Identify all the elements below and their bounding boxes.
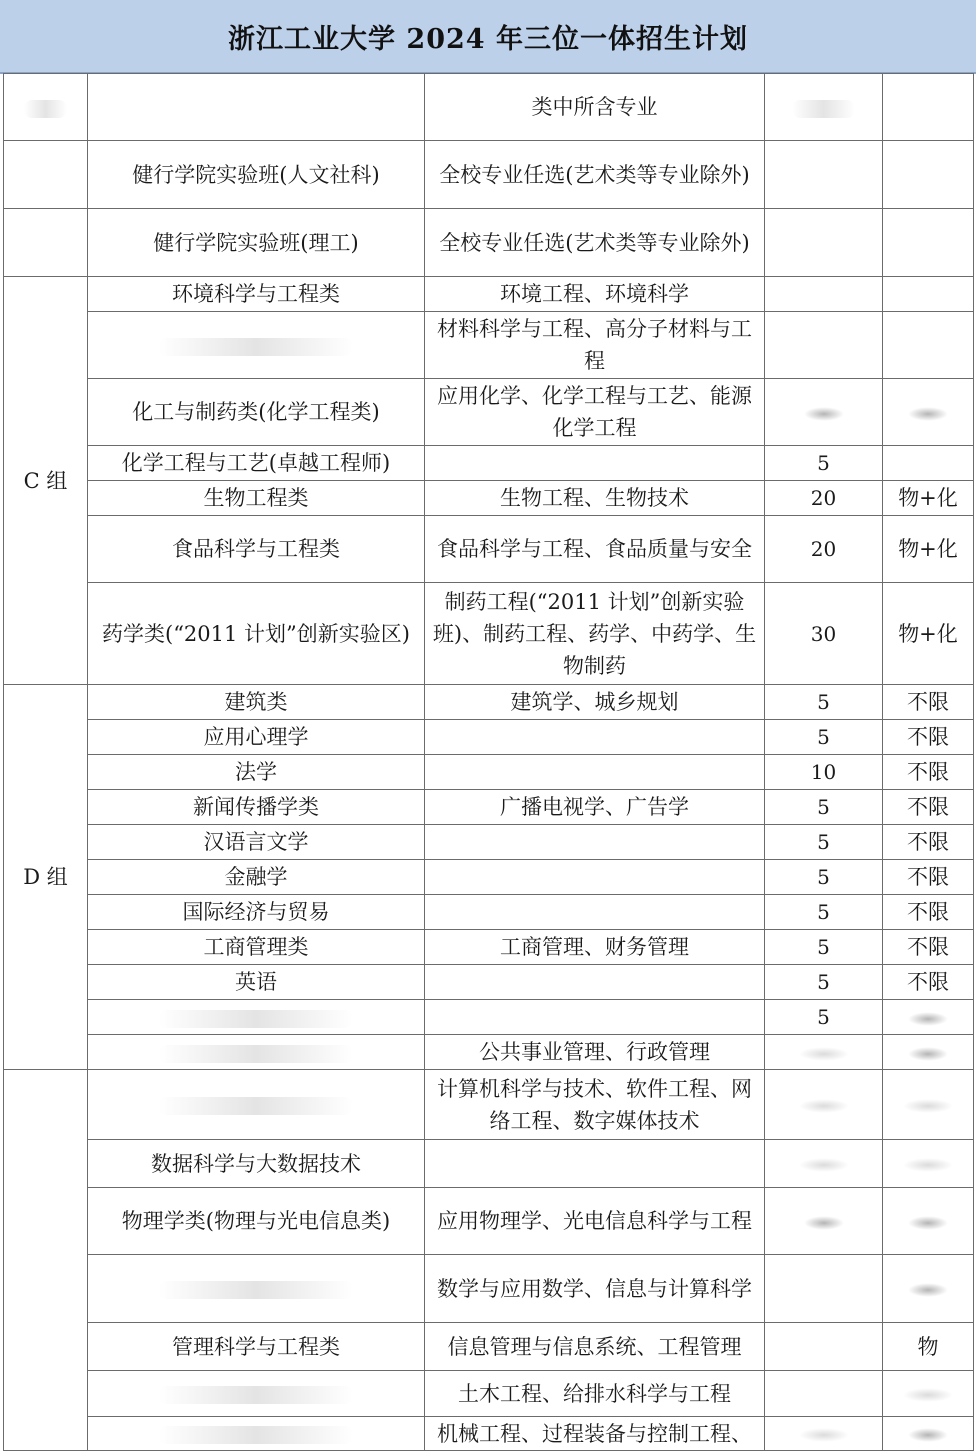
majors-cell bbox=[425, 1255, 765, 1323]
majors-cell bbox=[425, 1070, 765, 1140]
program-name-cell-text: 应用心理学 bbox=[203, 725, 309, 749]
table-row bbox=[4, 583, 974, 685]
requirement-cell bbox=[883, 895, 974, 930]
group-label: D 组 bbox=[23, 865, 68, 889]
count-cell-text: 5 bbox=[817, 1005, 830, 1029]
count-cell-text: 20 bbox=[810, 486, 837, 510]
table-row bbox=[4, 965, 974, 1000]
table-row bbox=[4, 1255, 974, 1323]
program-name-cell bbox=[88, 209, 425, 277]
count-cell bbox=[765, 312, 883, 379]
program-name-cell bbox=[88, 446, 425, 481]
requirement-cell-text: 不限 bbox=[907, 760, 949, 784]
requirement-cell-text: 不限 bbox=[907, 970, 949, 994]
redacted-mark bbox=[804, 407, 844, 421]
program-name-cell-text: 健行学院实验班(理工) bbox=[153, 230, 359, 255]
requirement-cell bbox=[883, 277, 974, 312]
majors-cell bbox=[425, 446, 765, 481]
count-cell bbox=[765, 860, 883, 895]
redacted-mark bbox=[804, 1216, 844, 1230]
header-majors-cell-text: 类中所含专业 bbox=[531, 95, 658, 119]
program-name-cell bbox=[88, 930, 425, 965]
program-name-cell bbox=[88, 1035, 425, 1070]
redacted-mark bbox=[799, 1428, 849, 1442]
redacted-mark bbox=[908, 1047, 948, 1061]
requirement-cell bbox=[883, 516, 974, 583]
requirement-cell bbox=[883, 720, 974, 755]
header-group-cell bbox=[4, 74, 88, 141]
count-cell-text: 30 bbox=[810, 621, 837, 646]
requirement-cell bbox=[883, 1070, 974, 1140]
program-name-cell-text: 管理科学与工程类 bbox=[172, 1334, 340, 1359]
program-name-cell-text: 化学工程与工艺(卓越工程师) bbox=[121, 451, 391, 475]
majors-cell bbox=[425, 516, 765, 583]
redacted-mark bbox=[159, 1097, 353, 1115]
requirement-cell-text: 不限 bbox=[907, 865, 949, 889]
program-name-cell-text: 国际经济与贸易 bbox=[182, 900, 330, 924]
count-cell-text: 5 bbox=[817, 935, 830, 959]
program-name-cell bbox=[88, 516, 425, 583]
requirement-cell bbox=[883, 583, 974, 685]
program-name-cell-text: 工商管理类 bbox=[203, 935, 309, 959]
redacted-mark bbox=[908, 1428, 948, 1442]
header-name-cell bbox=[88, 74, 425, 141]
program-name-cell-text: 英语 bbox=[235, 970, 277, 994]
program-name-cell bbox=[88, 312, 425, 379]
table-row bbox=[4, 825, 974, 860]
redacted-mark bbox=[903, 1099, 953, 1113]
majors-cell bbox=[425, 825, 765, 860]
count-cell bbox=[765, 141, 883, 209]
count-cell bbox=[765, 1188, 883, 1255]
table-row bbox=[4, 516, 974, 583]
program-name-cell bbox=[88, 825, 425, 860]
majors-cell bbox=[425, 1371, 765, 1417]
majors-cell-text: 全校专业任选(艺术类等专业除外) bbox=[439, 230, 750, 255]
table-row bbox=[4, 141, 974, 209]
majors-cell-text: 广播电视学、广告学 bbox=[500, 795, 689, 819]
program-name-cell-text: 物理学类(物理与光电信息类) bbox=[121, 1209, 391, 1233]
program-name-cell bbox=[88, 860, 425, 895]
count-cell bbox=[765, 1035, 883, 1070]
group-label-cell bbox=[4, 685, 88, 1070]
majors-cell bbox=[425, 312, 765, 379]
majors-cell bbox=[425, 141, 765, 209]
requirement-cell-text: 物+化 bbox=[898, 621, 958, 646]
majors-cell bbox=[425, 930, 765, 965]
count-cell-text: 10 bbox=[810, 760, 837, 784]
requirement-cell-text: 不限 bbox=[907, 900, 949, 924]
requirement-cell bbox=[883, 446, 974, 481]
requirement-cell bbox=[883, 141, 974, 209]
group-label-cell bbox=[4, 1070, 88, 1451]
program-name-cell bbox=[88, 1323, 425, 1371]
majors-cell-text: 公共事业管理、行政管理 bbox=[479, 1040, 710, 1064]
requirement-cell-text: 不限 bbox=[907, 830, 949, 854]
program-name-cell-text: 环境科学与工程类 bbox=[172, 282, 340, 306]
program-name-cell-text: 健行学院实验班(人文社科) bbox=[132, 162, 380, 187]
count-cell bbox=[765, 1140, 883, 1188]
majors-cell bbox=[425, 209, 765, 277]
program-name-cell bbox=[88, 790, 425, 825]
count-cell bbox=[765, 1000, 883, 1035]
group-cell bbox=[4, 209, 88, 277]
program-name-cell-text: 药学类(“2011 计划”创新实验区) bbox=[102, 621, 410, 646]
majors-cell bbox=[425, 895, 765, 930]
requirement-cell-text: 物+化 bbox=[898, 537, 958, 561]
majors-cell-text: 材料科学与工程、高分子材料与工程 bbox=[437, 317, 752, 373]
requirement-cell bbox=[883, 825, 974, 860]
redacted-mark bbox=[908, 1216, 948, 1230]
majors-cell-text: 信息管理与信息系统、工程管理 bbox=[447, 1334, 742, 1359]
count-cell bbox=[765, 379, 883, 446]
requirement-cell bbox=[883, 209, 974, 277]
count-cell-text: 5 bbox=[817, 900, 830, 924]
table-row bbox=[4, 277, 974, 312]
table-row bbox=[4, 1140, 974, 1188]
requirement-cell-text: 不限 bbox=[907, 795, 949, 819]
requirement-cell bbox=[883, 790, 974, 825]
count-cell-text: 5 bbox=[817, 865, 830, 889]
table-row bbox=[4, 481, 974, 516]
requirement-cell bbox=[883, 1000, 974, 1035]
count-cell bbox=[765, 1255, 883, 1323]
table-row bbox=[4, 755, 974, 790]
majors-cell bbox=[425, 379, 765, 446]
program-name-cell bbox=[88, 755, 425, 790]
program-name-cell bbox=[88, 1255, 425, 1323]
requirement-cell bbox=[883, 1035, 974, 1070]
program-name-cell-text: 建筑类 bbox=[224, 690, 288, 714]
majors-cell bbox=[425, 1417, 765, 1451]
table-row bbox=[4, 1000, 974, 1035]
group-cell bbox=[4, 141, 88, 209]
majors-cell-text: 机械工程、过程装备与控制工程、 bbox=[437, 1421, 752, 1446]
majors-cell-text: 建筑学、城乡规划 bbox=[510, 690, 679, 714]
redacted-mark bbox=[159, 1281, 353, 1299]
majors-cell bbox=[425, 720, 765, 755]
majors-cell-text: 工商管理、财务管理 bbox=[500, 935, 689, 959]
requirement-cell-text: 物+化 bbox=[898, 486, 958, 510]
count-cell bbox=[765, 1070, 883, 1140]
redacted-mark bbox=[799, 1047, 849, 1061]
majors-cell bbox=[425, 1188, 765, 1255]
program-name-cell bbox=[88, 379, 425, 446]
count-cell bbox=[765, 1417, 883, 1451]
count-cell-text: 5 bbox=[817, 690, 830, 714]
redacted-mark bbox=[903, 1158, 953, 1172]
majors-cell bbox=[425, 860, 765, 895]
program-name-cell bbox=[88, 1000, 425, 1035]
program-name-cell-text: 新闻传播学类 bbox=[193, 795, 319, 819]
count-cell-text: 5 bbox=[817, 451, 830, 475]
majors-cell bbox=[425, 277, 765, 312]
majors-cell-text: 制药工程(“2011 计划”创新实验班)、制药工程、药学、中药学、生物制药 bbox=[432, 589, 757, 678]
program-name-cell bbox=[88, 583, 425, 685]
program-name-cell bbox=[88, 1188, 425, 1255]
table-row bbox=[4, 895, 974, 930]
requirement-cell bbox=[883, 1188, 974, 1255]
redacted-mark bbox=[24, 100, 67, 118]
table-row bbox=[4, 1417, 974, 1451]
redacted-mark bbox=[159, 1045, 353, 1063]
program-name-cell bbox=[88, 481, 425, 516]
table-row bbox=[4, 1070, 974, 1140]
header-count-cell bbox=[765, 74, 883, 141]
redacted-mark bbox=[792, 100, 855, 118]
program-name-cell bbox=[88, 1417, 425, 1451]
majors-cell bbox=[425, 790, 765, 825]
count-cell-text: 20 bbox=[810, 537, 837, 561]
table-row bbox=[4, 860, 974, 895]
program-name-cell-text: 生物工程类 bbox=[203, 486, 309, 510]
program-name-cell bbox=[88, 141, 425, 209]
table-row bbox=[4, 1371, 974, 1417]
count-cell bbox=[765, 481, 883, 516]
program-name-cell-text: 食品科学与工程类 bbox=[172, 537, 340, 561]
count-cell bbox=[765, 583, 883, 685]
majors-cell bbox=[425, 965, 765, 1000]
majors-cell bbox=[425, 755, 765, 790]
table-row bbox=[4, 379, 974, 446]
majors-cell bbox=[425, 1000, 765, 1035]
count-cell bbox=[765, 209, 883, 277]
document-title: 浙江工业大学 2024 年三位一体招生计划 bbox=[0, 0, 976, 74]
majors-cell-text: 环境工程、环境科学 bbox=[500, 282, 689, 306]
majors-cell-text: 全校专业任选(艺术类等专业除外) bbox=[439, 162, 750, 187]
redacted-mark bbox=[159, 1386, 353, 1404]
requirement-cell bbox=[883, 481, 974, 516]
program-name-cell bbox=[88, 1371, 425, 1417]
requirement-cell bbox=[883, 965, 974, 1000]
count-cell bbox=[765, 1323, 883, 1371]
majors-cell-text: 应用物理学、光电信息科学与工程 bbox=[437, 1209, 752, 1233]
program-name-cell bbox=[88, 720, 425, 755]
count-cell bbox=[765, 516, 883, 583]
program-name-cell-text: 汉语言文学 bbox=[203, 830, 309, 854]
majors-cell bbox=[425, 1323, 765, 1371]
requirement-cell-text: 物 bbox=[917, 1334, 939, 1359]
table-row bbox=[4, 312, 974, 379]
table-row bbox=[4, 1188, 974, 1255]
majors-cell-text: 应用化学、化学工程与工艺、能源化学工程 bbox=[437, 384, 752, 440]
table-header-row bbox=[4, 74, 974, 141]
program-name-cell-text: 法学 bbox=[235, 760, 277, 784]
requirement-cell-text: 不限 bbox=[907, 935, 949, 959]
program-name-cell-text: 化工与制药类(化学工程类) bbox=[132, 400, 380, 424]
redacted-mark bbox=[159, 1426, 353, 1444]
redacted-mark bbox=[159, 1010, 353, 1028]
header-req-cell bbox=[883, 74, 974, 141]
program-name-cell bbox=[88, 895, 425, 930]
table-row bbox=[4, 930, 974, 965]
redacted-mark bbox=[903, 1388, 953, 1402]
count-cell bbox=[765, 790, 883, 825]
program-name-cell bbox=[88, 277, 425, 312]
requirement-cell bbox=[883, 379, 974, 446]
redacted-mark bbox=[159, 338, 353, 356]
requirement-cell bbox=[883, 755, 974, 790]
requirement-cell bbox=[883, 860, 974, 895]
count-cell bbox=[765, 1371, 883, 1417]
requirement-cell bbox=[883, 312, 974, 379]
table-row bbox=[4, 685, 974, 720]
count-cell bbox=[765, 930, 883, 965]
count-cell bbox=[765, 755, 883, 790]
redacted-mark bbox=[908, 407, 948, 421]
requirement-cell bbox=[883, 930, 974, 965]
program-name-cell bbox=[88, 1070, 425, 1140]
requirement-cell bbox=[883, 1323, 974, 1371]
requirement-cell bbox=[883, 1417, 974, 1451]
program-name-cell bbox=[88, 685, 425, 720]
count-cell-text: 5 bbox=[817, 830, 830, 854]
redacted-mark bbox=[799, 1158, 849, 1172]
group-label: C 组 bbox=[23, 468, 68, 493]
requirement-cell bbox=[883, 1255, 974, 1323]
count-cell bbox=[765, 825, 883, 860]
count-cell bbox=[765, 720, 883, 755]
majors-cell bbox=[425, 1140, 765, 1188]
table-row bbox=[4, 720, 974, 755]
count-cell-text: 5 bbox=[817, 725, 830, 749]
count-cell bbox=[765, 277, 883, 312]
redacted-mark bbox=[908, 1283, 948, 1297]
requirement-cell-text: 不限 bbox=[907, 690, 949, 714]
majors-cell-text: 土木工程、给排水科学与工程 bbox=[458, 1381, 731, 1406]
majors-cell-text: 食品科学与工程、食品质量与安全 bbox=[437, 537, 752, 561]
majors-cell-text: 计算机科学与技术、软件工程、网络工程、数字媒体技术 bbox=[437, 1076, 752, 1133]
header-majors-cell bbox=[425, 74, 765, 141]
requirement-cell bbox=[883, 1140, 974, 1188]
count-cell bbox=[765, 685, 883, 720]
table-row bbox=[4, 1323, 974, 1371]
table-row bbox=[4, 790, 974, 825]
program-name-cell bbox=[88, 1140, 425, 1188]
majors-cell bbox=[425, 481, 765, 516]
majors-cell bbox=[425, 583, 765, 685]
program-name-cell-text: 数据科学与大数据技术 bbox=[151, 1151, 361, 1176]
majors-cell bbox=[425, 1035, 765, 1070]
program-name-cell bbox=[88, 965, 425, 1000]
table-row bbox=[4, 446, 974, 481]
program-name-cell-text: 金融学 bbox=[224, 865, 288, 889]
group-label-cell bbox=[4, 277, 88, 685]
count-cell bbox=[765, 895, 883, 930]
redacted-mark bbox=[799, 1099, 849, 1113]
requirement-cell bbox=[883, 685, 974, 720]
majors-cell-text: 生物工程、生物技术 bbox=[500, 486, 689, 510]
majors-cell bbox=[425, 685, 765, 720]
count-cell-text: 5 bbox=[817, 970, 830, 994]
majors-cell-text: 数学与应用数学、信息与计算科学 bbox=[437, 1276, 752, 1301]
requirement-cell-text: 不限 bbox=[907, 725, 949, 749]
redacted-mark bbox=[908, 1012, 948, 1026]
requirement-cell bbox=[883, 1371, 974, 1417]
count-cell bbox=[765, 965, 883, 1000]
table-row bbox=[4, 1035, 974, 1070]
table-row bbox=[4, 209, 974, 277]
enrollment-plan-table bbox=[3, 73, 974, 1451]
count-cell bbox=[765, 446, 883, 481]
count-cell-text: 5 bbox=[817, 795, 830, 819]
